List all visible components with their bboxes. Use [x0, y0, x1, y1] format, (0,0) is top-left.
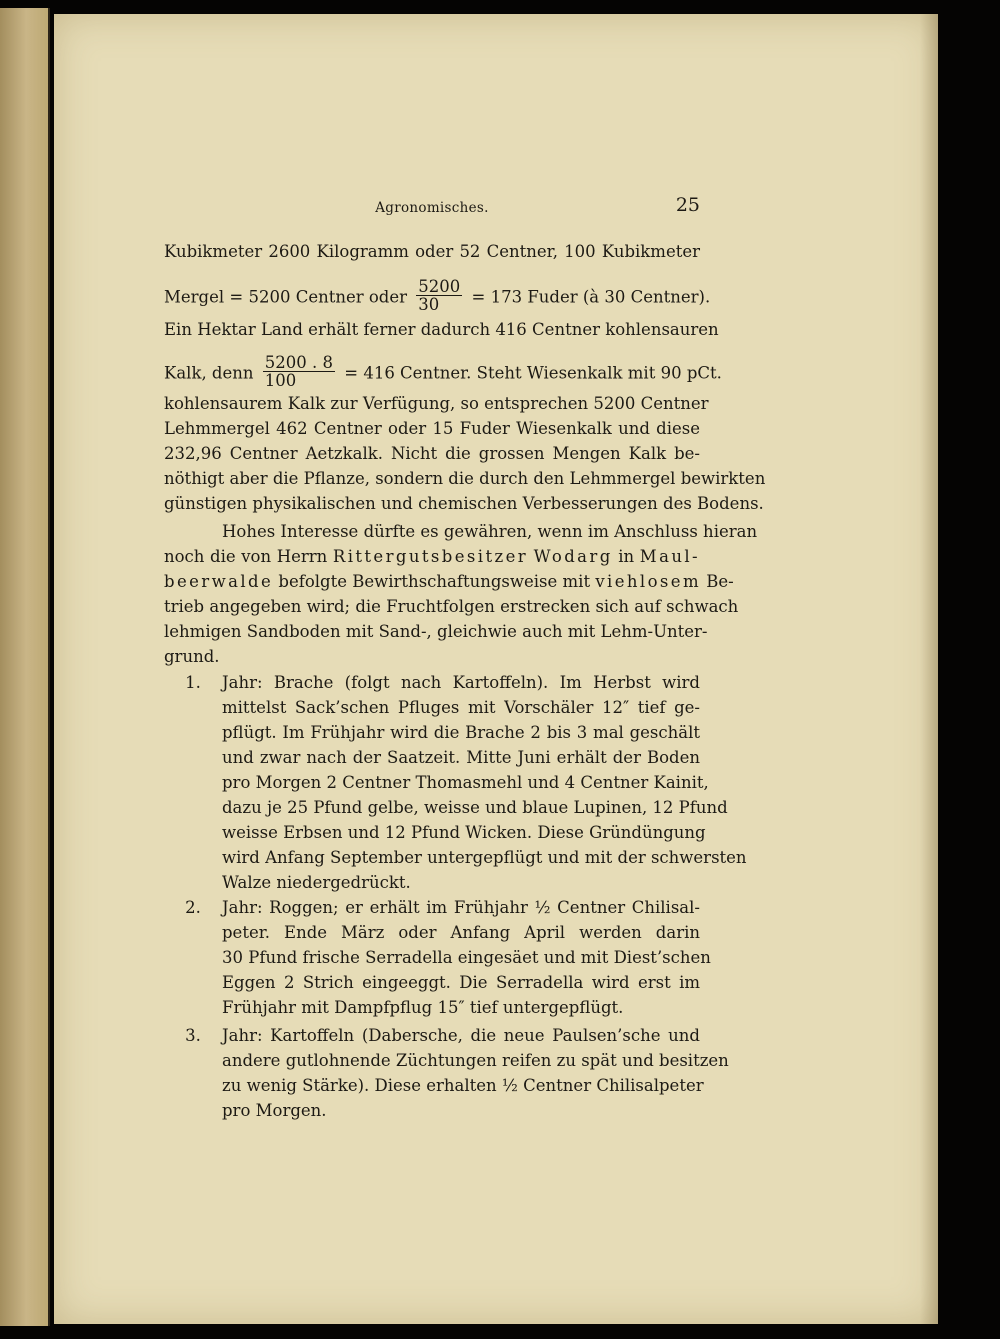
text-line: trieb angegeben wird; die Fruchtfolgen erstrecken sich auf schwach	[164, 597, 739, 616]
text-segment: in	[618, 547, 635, 566]
text-segment: = 173 Fuder (à 30 Centner).	[471, 287, 711, 307]
list-item-line: zu wenig Stärke). Diese erhalten ½ Centner Chilisalpeter	[222, 1076, 704, 1095]
list-item-line: pro Morgen 2 Centner Thomasmehl und 4 Centner Kainit,	[222, 773, 709, 792]
list-item-line: Jahr: Kartoffeln (Dabersche, die neue Paulsen’sche und	[222, 1026, 700, 1045]
text-line: Hohes Interesse dürfte es gewähren, wenn im Anschluss hieran	[222, 522, 758, 541]
fraction-denominator: 100	[264, 371, 297, 391]
list-item-number: 2.	[185, 898, 201, 917]
list-item-line: Frühjahr mit Dampfpflug 15″ tief untergepflügt.	[222, 998, 624, 1017]
spaced-name: Wodarg	[533, 547, 613, 566]
list-item-number: 3.	[185, 1026, 201, 1045]
list-item-line: weisse Erbsen und 12 Pfund Wicken. Diese Gründüngung	[222, 823, 706, 842]
page-header	[164, 194, 700, 224]
text-line: lehmigen Sandboden mit Sand-, gleichwie auch mit Lehm-Unter-	[164, 622, 708, 641]
text-segment: = 416 Centner. Steht Wiesenkalk mit 90 pCt.	[344, 363, 722, 383]
text-line: günstigen physikalischen und chemischen Verbesserungen des Bodens.	[164, 494, 764, 513]
text-line: Lehmmergel 462 Centner oder 15 Fuder Wiesenkalk und diese	[164, 419, 700, 438]
fraction-numerator: 5200 . 8	[264, 353, 333, 372]
text-line: grund.	[164, 647, 220, 666]
text-segment: befolgte Bewirthschaftungsweise mit	[278, 572, 591, 591]
text-line	[164, 545, 700, 569]
text-segment: Mergel = 5200 Centner oder	[164, 287, 408, 307]
list-item-line: Walze niedergedrückt.	[222, 873, 411, 892]
list-item-line: mittelst Sack’schen Pfluges mit Vorschäler 12″ tief ge-	[222, 698, 700, 717]
fraction	[263, 354, 335, 390]
text-line: Ein Hektar Land erhält ferner dadurch 416 Centner kohlensauren	[164, 320, 719, 339]
text-line-with-fraction	[164, 277, 711, 315]
running-head: Agronomisches.	[375, 200, 489, 216]
spaced-name: Rittergutsbesitzer	[332, 547, 529, 566]
list-item-line: und zwar nach der Saatzeit. Mitte Juni erhält der Boden	[222, 748, 700, 767]
list-item-line: dazu je 25 Pfund gelbe, weisse und blaue Lupinen, 12 Pfund	[222, 798, 728, 817]
fraction-numerator: 5200	[418, 277, 461, 296]
list-item-line: 30 Pfund frische Serradella eingesäet und mit Diest’schen	[222, 948, 711, 967]
text-segment: noch die von Herrn	[164, 547, 328, 566]
fraction-denominator: 30	[418, 295, 440, 315]
facing-page-edge	[0, 8, 50, 1326]
text-segment: Be-	[706, 572, 734, 591]
list-item-line: peter. Ende März oder Anfang April werden darin	[222, 923, 700, 942]
text-line: Kubikmeter 2600 Kilogramm oder 52 Centner, 100 Kubikmeter	[164, 242, 700, 261]
text-line: nöthigt aber die Pflanze, sondern die durch den Lehmmergel bewirkten	[164, 469, 766, 488]
list-item-line: andere gutlohnende Züchtungen reifen zu spät und besitzen	[222, 1051, 729, 1070]
fraction	[416, 278, 462, 314]
list-item-number: 1.	[185, 673, 201, 692]
list-item-line: Jahr: Roggen; er erhält im Frühjahr ½ Centner Chilisal-	[222, 898, 700, 917]
list-item-line: Eggen 2 Strich eingeeggt. Die Serradella wird erst im	[222, 973, 700, 992]
list-item-line: wird Anfang September untergepflügt und mit der schwersten	[222, 848, 747, 867]
page-number: 25	[675, 194, 700, 216]
text-line: kohlensaurem Kalk zur Verfügung, so entsprechen 5200 Centner	[164, 394, 709, 413]
spaced-name: Maul-	[639, 547, 701, 566]
text-line	[164, 570, 734, 594]
list-item-line: pflügt. Im Frühjahr wird die Brache 2 bis 3 mal geschält	[222, 723, 700, 742]
text-line: 232,96 Centner Aetzkalk. Nicht die grossen Mengen Kalk be-	[164, 444, 700, 463]
text-line-with-fraction	[164, 353, 722, 391]
list-item-line: pro Morgen.	[222, 1101, 327, 1120]
text-segment: Kalk, denn	[164, 363, 254, 383]
list-item-line: Jahr: Brache (folgt nach Kartoffeln). Im Herbst wird	[222, 673, 700, 692]
spaced-word: viehlosem	[595, 572, 702, 591]
spaced-name: beerwalde	[164, 572, 274, 591]
book-page	[54, 14, 938, 1324]
